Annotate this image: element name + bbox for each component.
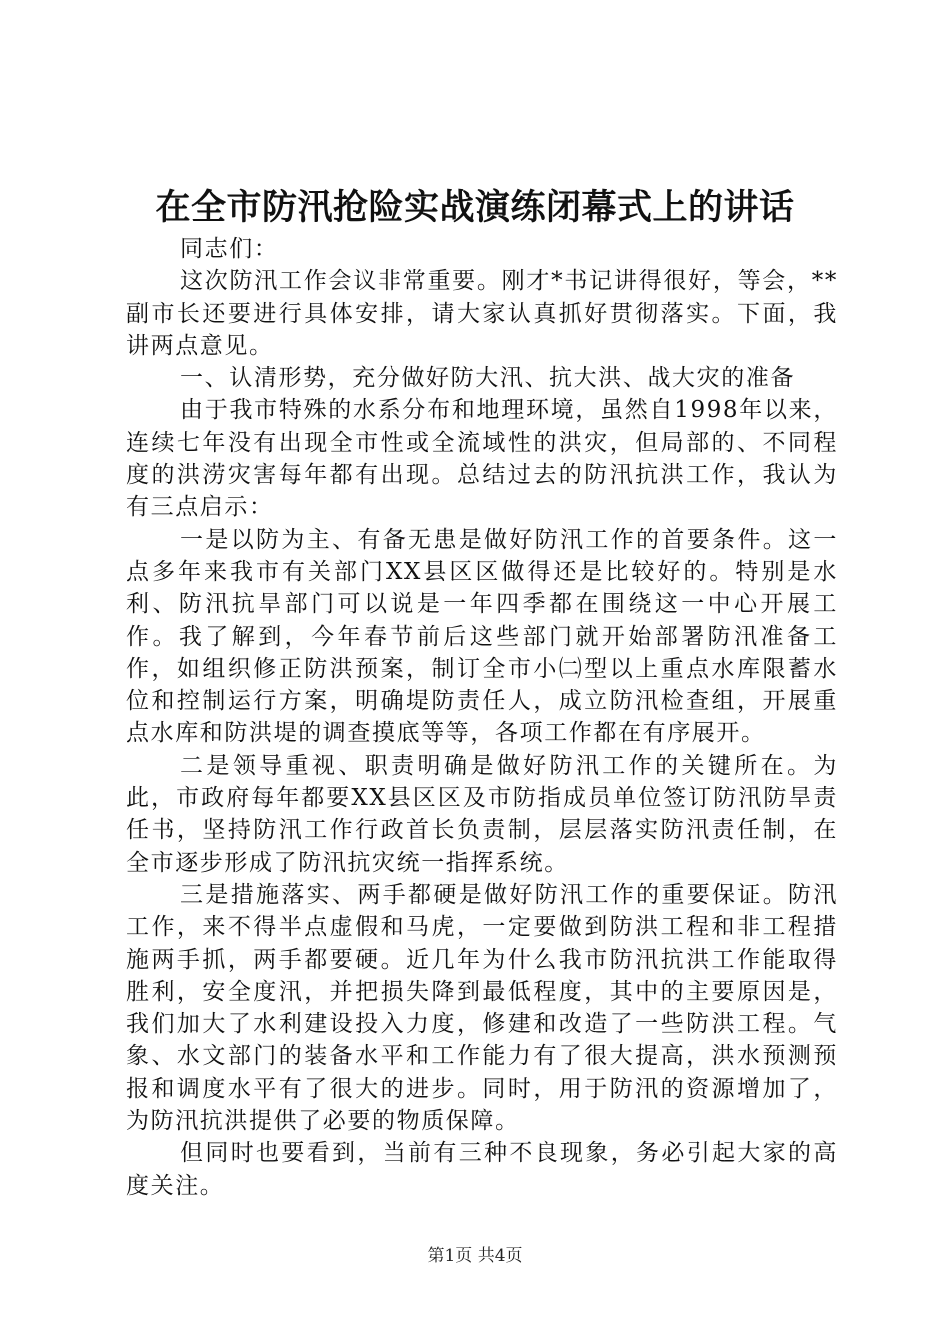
page-footer: 第1页 共4页 — [427, 1246, 523, 1266]
section-heading-1: 一、认清形势，充分做好防大汛、抗大洪、战大灾的准备 — [180, 365, 796, 392]
point-one-paragraph: 一是以防为主、有备无患是做好防汛工作的首要条件。这一点多年来我市有关部门XX县区区做得还是比较好的。特别是水利、防汛抗旱部门可以说是一年四季都在围绕这一中心开展工作。我了解到，今年春节前后这些部门就开始部署防汛准备工作，如组织修正防洪预案，制订全市小㈡型以上重点水库限蓄水位和控制运行方案，明确堤防责任人，成立防汛检查组，开展重点水库和防洪堤的调查摸底等等，各项工作都在有序展开。 — [126, 526, 838, 747]
salutation-paragraph: 同志们： — [180, 236, 279, 262]
point-two-paragraph: 二是领导重视、职责明确是做好防汛工作的关键所在。为此，市政府每年都要XX县区区及市防指成员单位签订防汛防旱责任书，坚持防汛工作行政首长负责制，层层落实防汛责任制，在全市逐步形成了防汛抗灾统一指挥系统。 — [126, 752, 838, 876]
point-three-paragraph: 三是措施落实、两手都硬是做好防汛工作的重要保证。防汛工作，来不得半点虚假和马虎，一定要做到防洪工程和非工程措施两手抓，两手都要硬。近几年为什么我市防汛抗洪工作能取得胜利，安全度汛，并把损失降到最低程度，其中的主要原因是，我们加大了水利建设投入力度，修建和改造了一些防洪工程。气象、水文部门的装备水平和工作能力有了很大提高，洪水预测预报和调度水平有了很大的进步。同时，用于防汛的资源增加了，为防汛抗洪提供了必要的物质保障。 — [126, 881, 838, 1135]
closing-paragraph: 但同时也要看到，当前有三种不良现象，务必引起大家的高度关注。 — [126, 1140, 838, 1199]
document-title: 在全市防汛抢险实战演练闭幕式上的讲话 — [155, 187, 795, 228]
document-body — [126, 233, 838, 1202]
context-paragraph: 由于我市特殊的水系分布和地理环境，虽然自1998年以来，连续七年没有出现全市性或全流域性的洪灾，但局部的、不同程度的洪涝灾害每年都有出现。总结过去的防汛抗洪工作，我认为有三点启示： — [126, 397, 838, 521]
intro-paragraph: 这次防汛工作会议非常重要。刚才*书记讲得很好，等会，**副市长还要进行具体安排，请大家认真抓好贯彻落实。下面，我讲两点意见。 — [126, 268, 838, 359]
